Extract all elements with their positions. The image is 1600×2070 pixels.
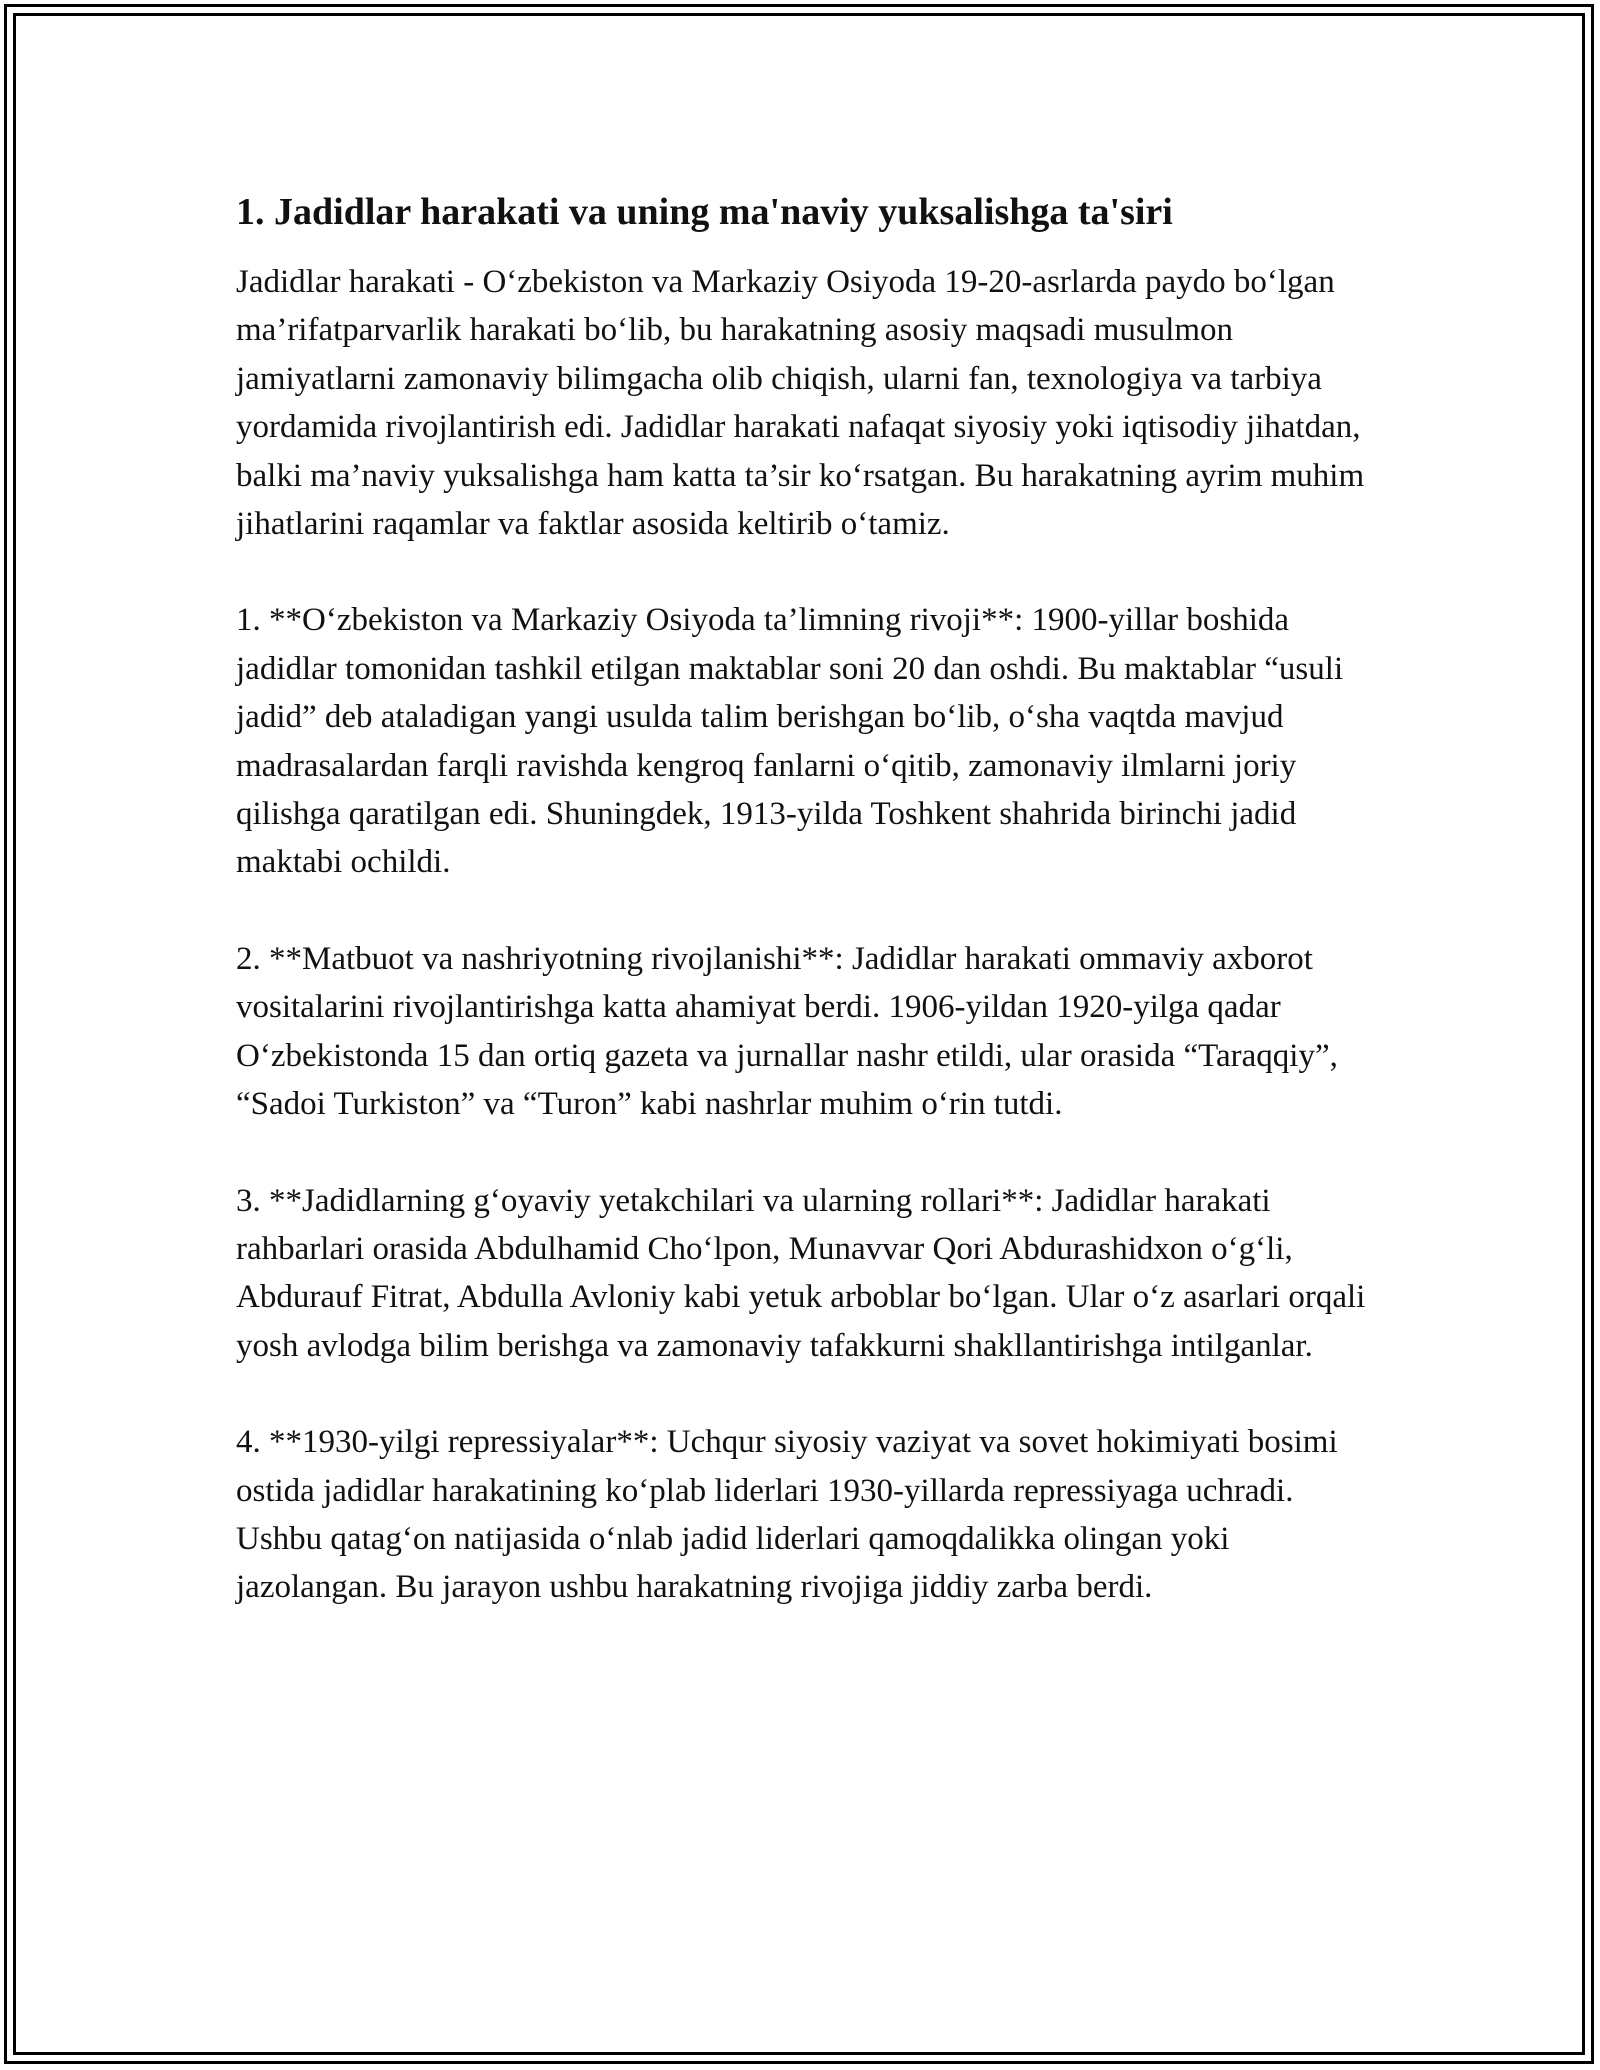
- document-heading: 1. Jadidlar harakati va uning ma'naviy yuksalishga ta'siri: [236, 191, 1173, 233]
- point-4-paragraph: 4. **1930-yilgi repressiyalar**: Uchqur siyosiy vaziyat va sovet hokimiyati bosimi ostida jadidlar harakatining ko‘plab liderlari 1930-yillarda repressiyaga uchradi. Ushbu qatag‘on natijasida o‘nlab jadid liderlari qamoqdalikka olingan yoki jazolangan. Bu jarayon ushbu harakatning rivojiga jiddiy zarba berdi.: [236, 1424, 1338, 1606]
- intro-paragraph: Jadidlar harakati - O‘zbekiston va Markaziy Osiyoda 19-20-asrlarda paydo bo‘lgan ma’rifatparvarlik harakati bo‘lib, bu harakatning asosiy maqsadi musulmon jamiyatlarni zamonaviy bilimgacha olib chiqish, ularni fan, texnologiya va tarbiya yordamida rivojlantirish edi. Jadidlar harakati nafaqat siyosiy yoki iqtisodiy jihatdan, balki ma’naviy yuksalishga ham katta ta’sir ko‘rsatgan. Bu harakatning ayrim muhim jihatlarini raqamlar va faktlar asosida keltirib o‘tamiz.: [236, 264, 1365, 543]
- document-body: [236, 186, 1366, 1660]
- point-1-paragraph: 1. **O‘zbekiston va Markaziy Osiyoda ta’limning rivoji**: 1900-yillar boshida jadidlar tomonidan tashkil etilgan maktablar soni 20 dan oshdi. Bu maktablar “usuli jadid” deb ataladigan yangi usulda talim berishgan bo‘lib, o‘sha vaqtda mavjud madrasalardan farqli ravishda kengroq fanlarni o‘qitib, zamonaviy ilmlarni joriy qilishga qaratilgan edi. Shuningdek, 1913-yilda Toshkent shahrida birinchi jadid maktabi ochildi.: [236, 602, 1344, 881]
- point-3-paragraph: 3. **Jadidlarning g‘oyaviy yetakchilari va ularning rollari**: Jadidlar harakati rahbarlari orasida Abdulhamid Cho‘lpon, Munavvar Qori Abdurashidxon o‘g‘li, Abdurauf Fitrat, Abdulla Avloniy kabi yetuk arboblar bo‘lgan. Ular o‘z asarlari orqali yosh avlodga bilim berishga va zamonaviy tafakkurni shakllantirishga intilganlar.: [236, 1182, 1366, 1364]
- point-2-paragraph: 2. **Matbuot va nashriyotning rivojlanishi**: Jadidlar harakati ommaviy axborot vositalarini rivojlantirishga katta ahamiyat berdi. 1906-yildan 1920-yilga qadar O‘zbekistonda 15 dan ortiq gazeta va jurnallar nashr etildi, ular orasida “Taraqqiy”, “Sadoi Turkiston” va “Turon” kabi nashrlar muhim o‘rin tutdi.: [236, 940, 1338, 1123]
